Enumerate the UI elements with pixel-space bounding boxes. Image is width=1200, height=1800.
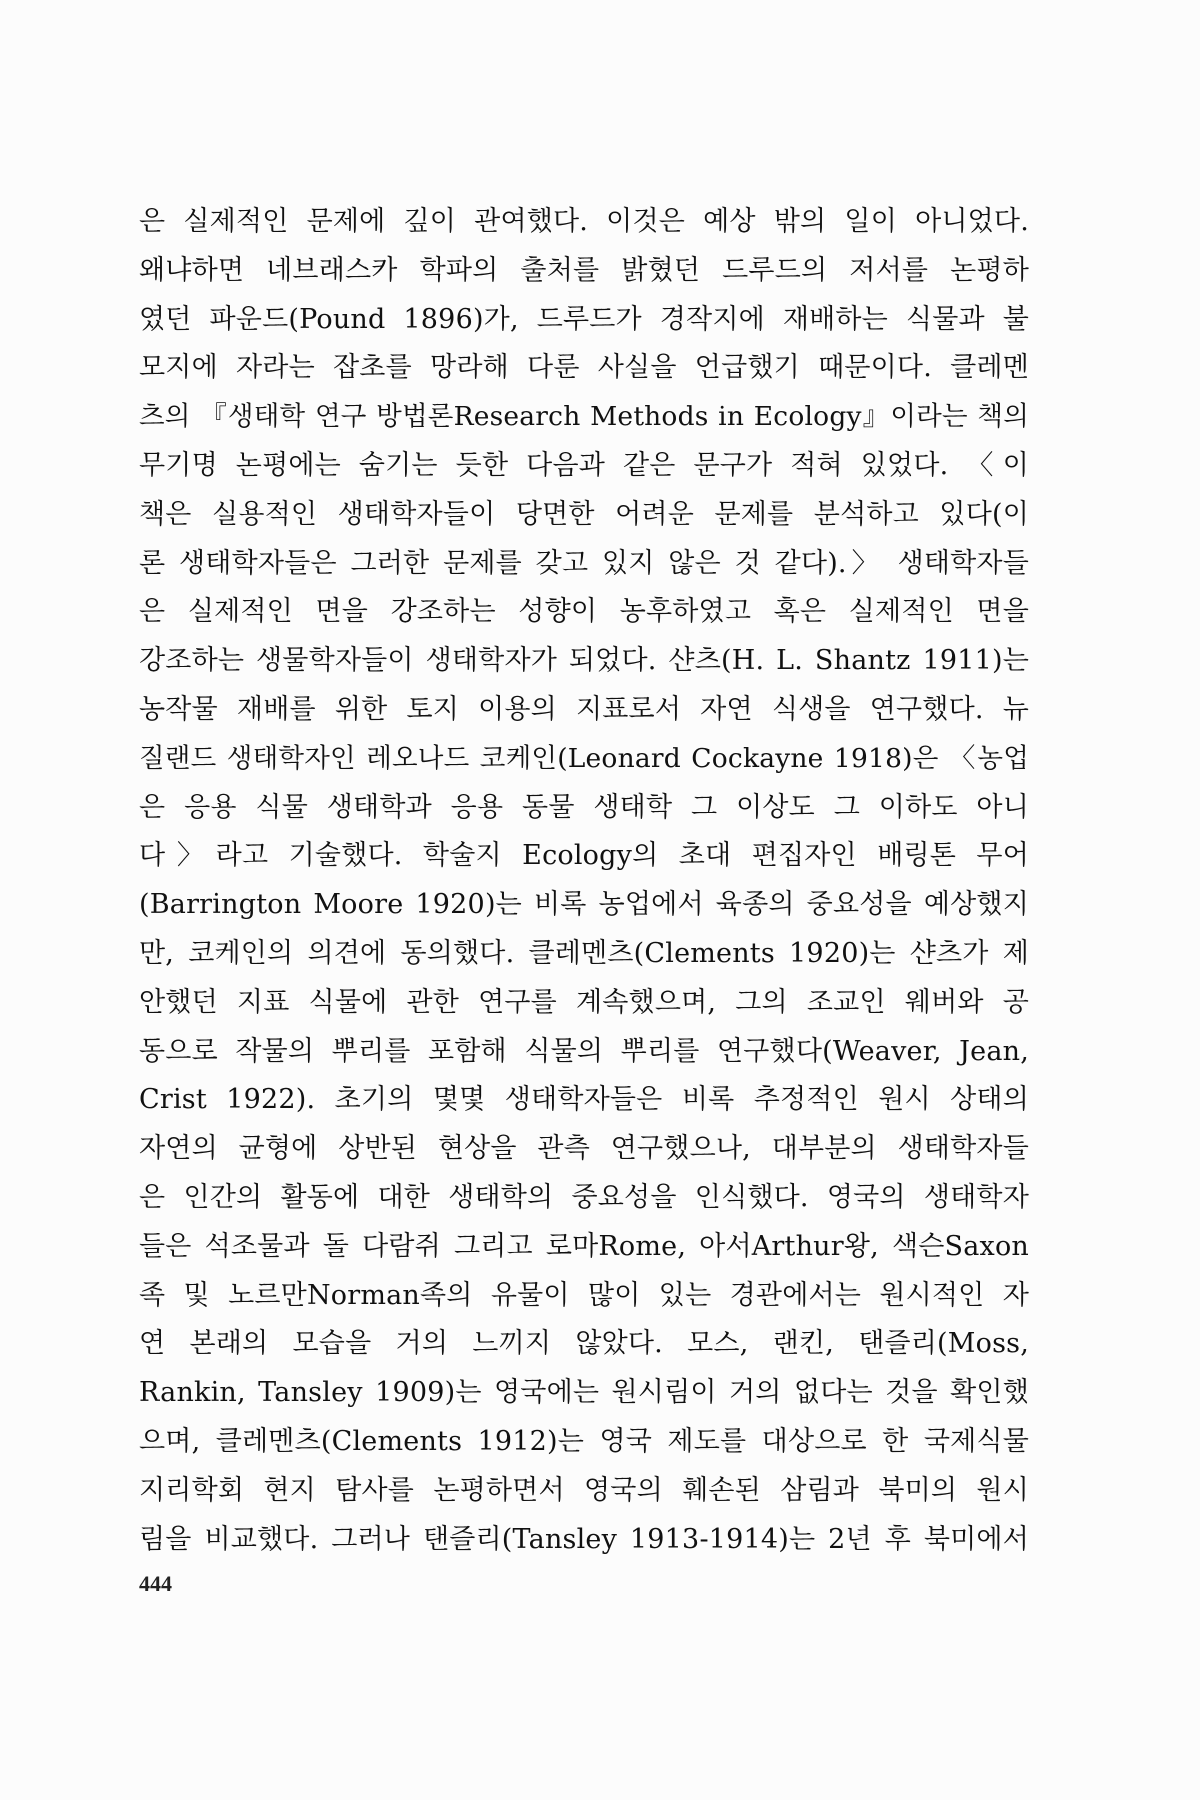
page-number: 444 <box>139 1571 172 1596</box>
text-line-20: 자연의 균형에 상반된 현상을 관측 연구했으나, 대부분의 생태학자들 <box>139 1133 1029 1165</box>
text-line-8: 론 생태학자들은 그러한 문제를 갖고 있지 않은 것 같다).〉 생태학자들 <box>139 547 1029 579</box>
text-line-15: (Barrington Moore 1920)는 비록 농업에서 육종의 중요성을 예상했지 <box>139 889 1029 921</box>
text-line-12: 질랜드 생태학자인 레오나드 코케인(Leonard Cockayne 1918)은 〈농업 <box>139 742 1029 774</box>
text-line-17: 안했던 지표 식물에 관한 연구를 계속했으며, 그의 조교인 웨버와 공 <box>139 986 1029 1018</box>
text-line-2: 왜냐하면 네브래스카 학파의 출처를 밝혔던 드루드의 저서를 논평하 <box>139 254 1029 286</box>
text-line-28: 림을 비교했다. 그러나 탠즐리(Tansley 1913-1914)는 2년 후 북미에서 <box>139 1523 1029 1555</box>
text-line-9: 은 실제적인 면을 강조하는 성향이 농후하였고 혹은 실제적인 면을 <box>139 596 1029 628</box>
text-line-6: 무기명 논평에는 숨기는 듯한 다음과 같은 문구가 적혀 있었다. 〈이 <box>139 449 1029 481</box>
text-line-7: 책은 실용적인 생태학자들이 당면한 어려운 문제를 분석하고 있다(이 <box>139 498 1029 530</box>
text-line-21: 은 인간의 활동에 대한 생태학의 중요성을 인식했다. 영국의 생태학자 <box>139 1181 1029 1213</box>
text-line-19: Crist 1922). 초기의 몇몇 생태학자들은 비록 추정적인 원시 상태의 <box>139 1084 1029 1116</box>
text-line-14: 다〉라고 기술했다. 학술지 Ecology의 초대 편집자인 배링톤 무어 <box>139 840 1029 872</box>
text-line-1: 은 실제적인 문제에 깊이 관여했다. 이것은 예상 밖의 일이 아니었다. <box>139 206 1029 237</box>
text-line-27: 지리학회 현지 탐사를 논평하면서 영국의 훼손된 삼림과 북미의 원시 <box>139 1474 1029 1506</box>
text-line-11: 농작물 재배를 위한 토지 이용의 지표로서 자연 식생을 연구했다. 뉴 <box>139 693 1029 725</box>
text-line-23: 족 및 노르만Norman족의 유물이 많이 있는 경관에서는 원시적인 자 <box>139 1279 1029 1311</box>
text-line-22: 들은 석조물과 돌 다람쥐 그리고 로마Rome, 아서Arthur왕, 색슨Saxon <box>139 1230 1029 1262</box>
text-line-10: 강조하는 생물학자들이 생태학자가 되었다. 샨츠(H. L. Shantz 1911)는 <box>139 645 1029 677</box>
text-line-18: 동으로 작물의 뿌리를 포함해 식물의 뿌리를 연구했다(Weaver, Jean, <box>139 1035 1029 1067</box>
text-line-3: 였던 파운드(Pound 1896)가, 드루드가 경작지에 재배하는 식물과 불 <box>139 303 1029 335</box>
text-line-24: 연 본래의 모습을 거의 느끼지 않았다. 모스, 랜킨, 탠즐리(Moss, <box>139 1328 1029 1360</box>
text-line-5: 츠의 『생태학 연구 방법론Research Methods in Ecology』이라는 책의 <box>139 401 1029 433</box>
text-line-16: 만, 코케인의 의견에 동의했다. 클레멘츠(Clements 1920)는 샨츠가 제 <box>139 937 1029 969</box>
text-line-13: 은 응용 식물 생태학과 응용 동물 생태학 그 이상도 그 이하도 아니 <box>139 791 1029 823</box>
text-line-4: 모지에 자라는 잡초를 망라해 다룬 사실을 언급했기 때문이다. 클레멘 <box>139 352 1029 384</box>
body-text <box>139 198 1029 1564</box>
text-line-26: 으며, 클레멘츠(Clements 1912)는 영국 제도를 대상으로 한 국제식물 <box>139 1425 1029 1457</box>
text-line-25: Rankin, Tansley 1909)는 영국에는 원시림이 거의 없다는 것을 확인했 <box>139 1377 1029 1409</box>
